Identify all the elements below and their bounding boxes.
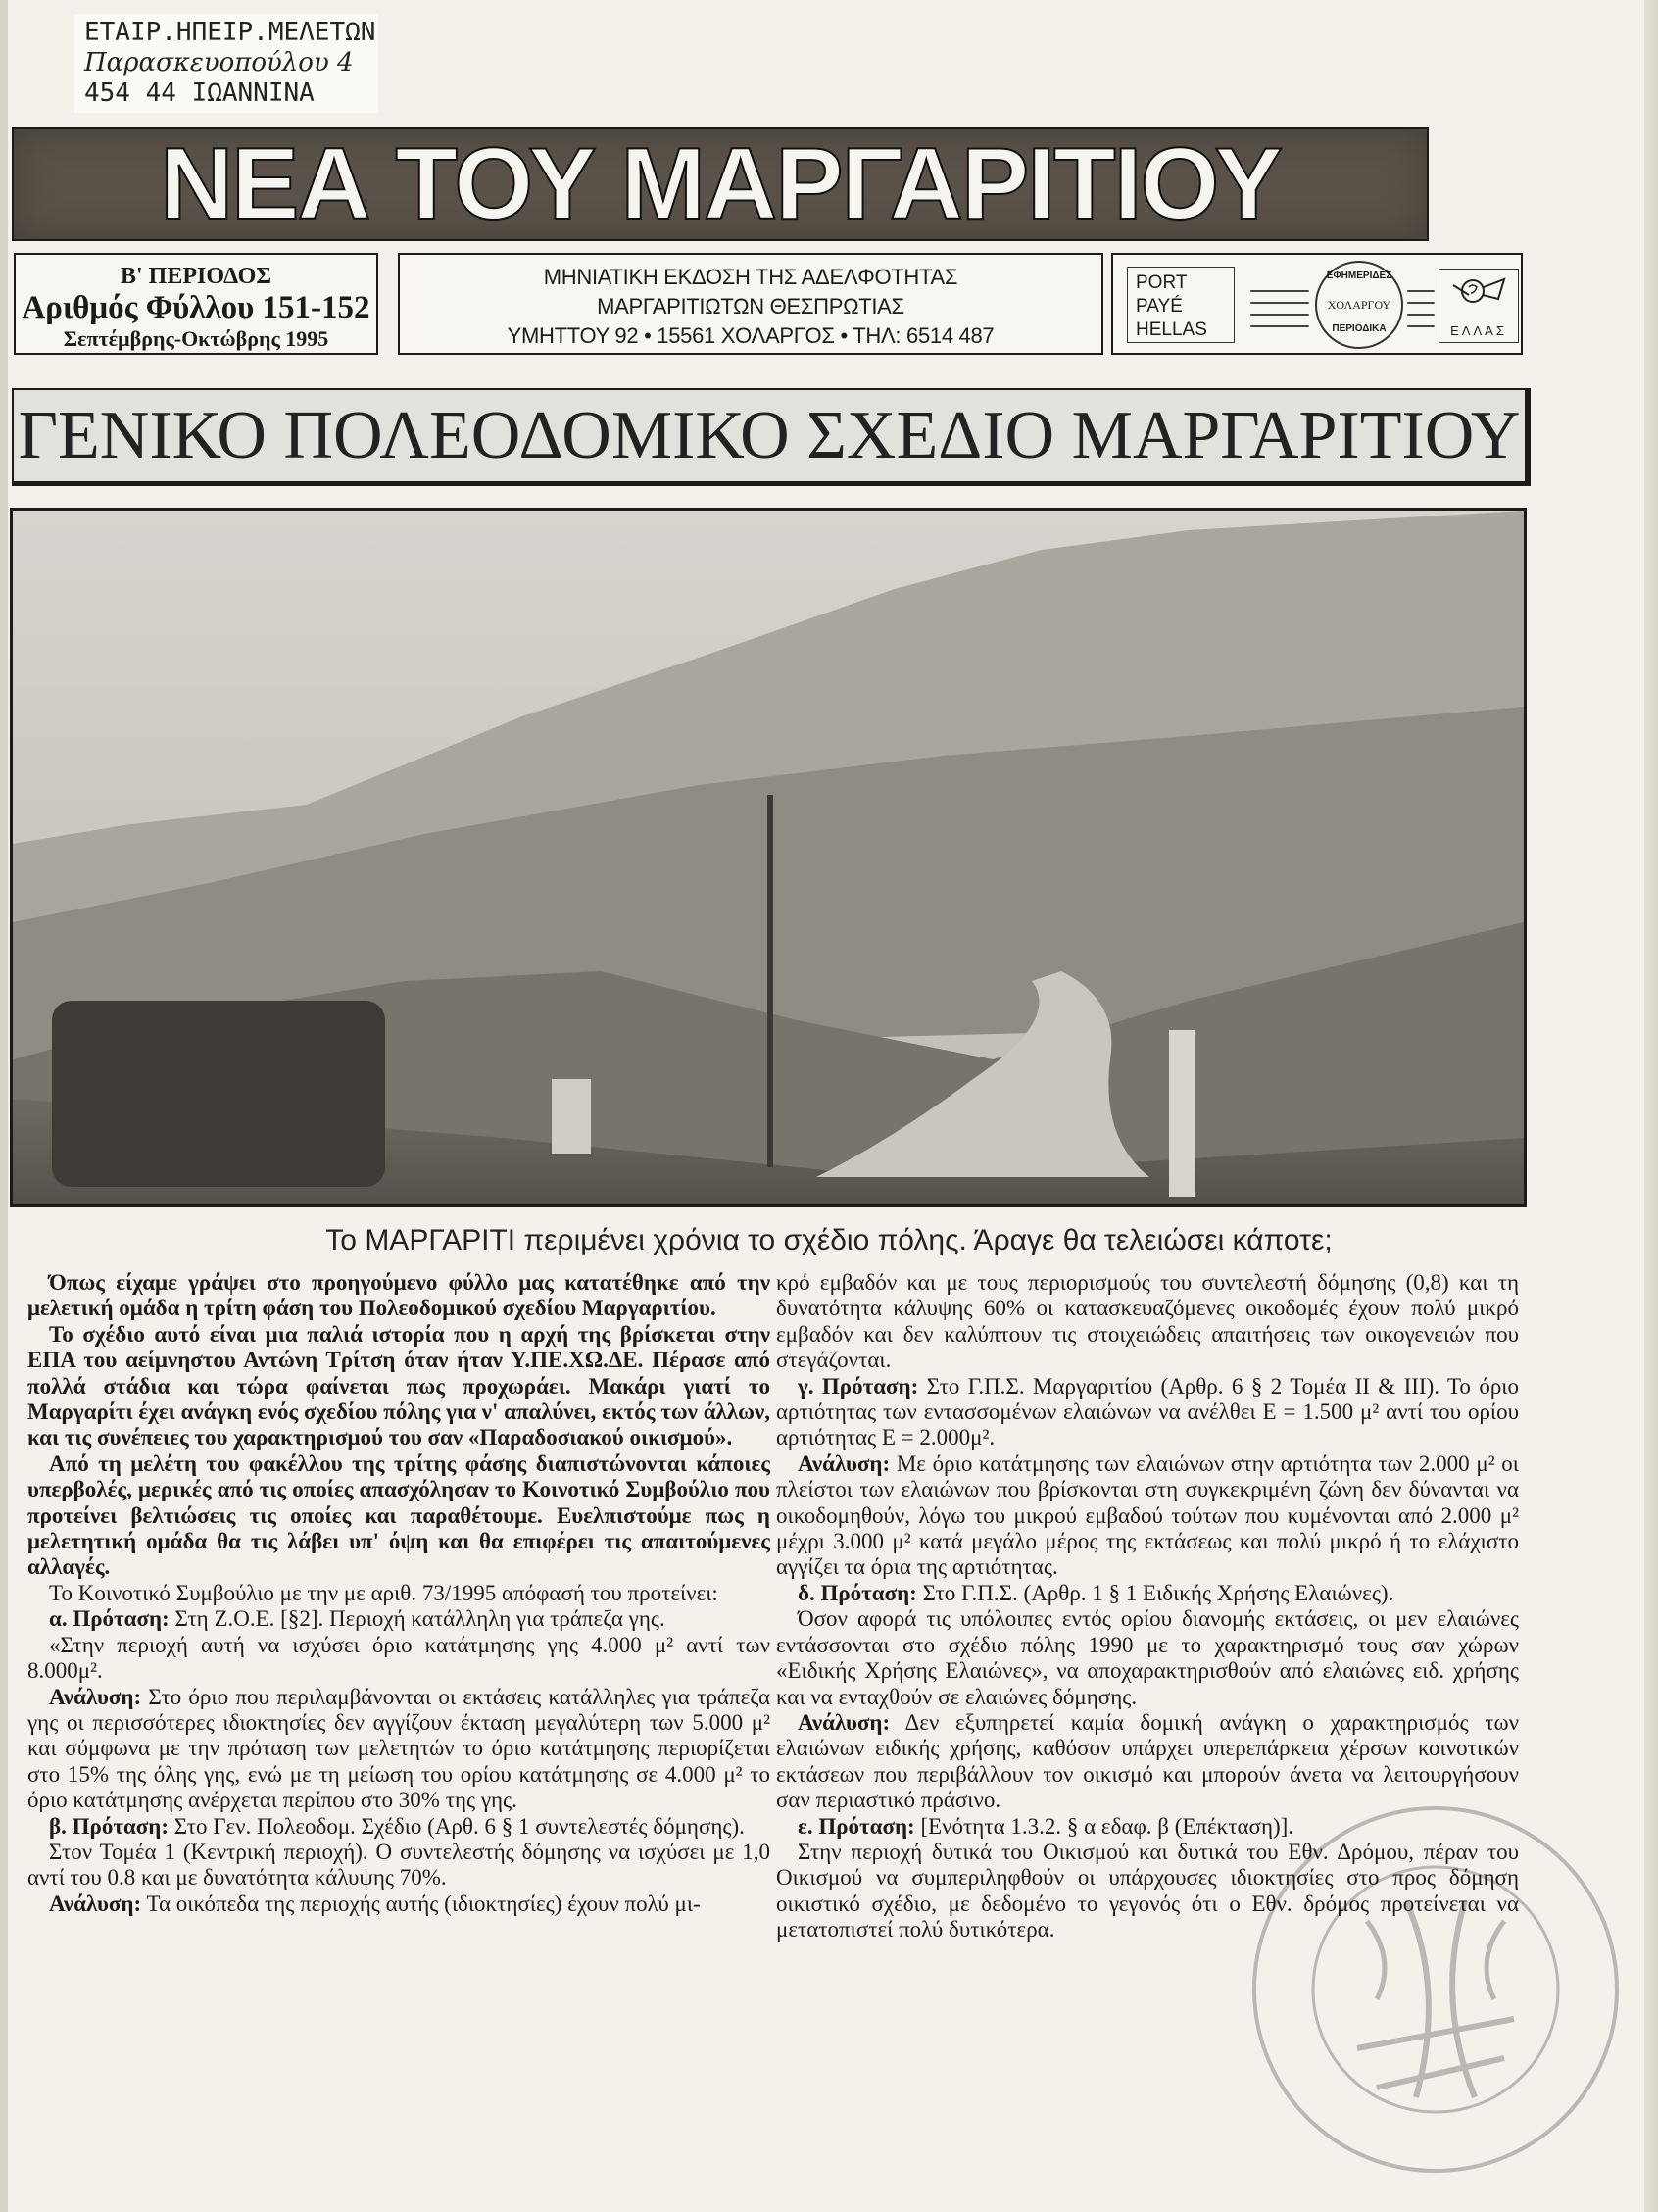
paragraph-text: Στο Γ.Π.Σ. (Αρθρ. 1 § 1 Ειδικής Χρήσης Ελαιώνες).: [916, 1580, 1394, 1605]
postmark-wave-line: [1407, 325, 1435, 327]
paragraph-label: Ανάλυση:: [49, 1891, 142, 1916]
paragraph-label: β. Πρόταση:: [49, 1813, 169, 1839]
issue-info-box: [14, 253, 378, 355]
paragraph-text: Με όριο κατάτμησης των ελαιώνων στην αρτιότητα των 2.000 μ² οι πλείστοι των ελαιώνων που βρίσκονται στη συγκεκριμένη ζώνη δεν δύνανται να οικοδομηθούν, λόγω του μικρού εμβαδού τούτων που κυμένονται από 2.000 μ² μέχρι 3.000 μ² κατά μεγάλο μέρος της εκτάσεως και πολύ μικρό ή το ελάχιστο αγγίζει τα όρια της αρτιότητας.: [776, 1450, 1519, 1580]
postmark-wave-line: [1407, 290, 1435, 292]
address-label: [74, 14, 378, 113]
scan-left-edge: [0, 0, 8, 2212]
paragraph-text: Στη Ζ.Ο.Ε. [§2]. Περιοχή κατάλληλη για τράπεζα γης.: [169, 1606, 665, 1632]
paragraph-text: Δεν εξυπηρετεί καμία δομική ανάγκη ο χαρακτηρισμός των ελαιώνων ειδικής χρήσης, καθόσον υπάρχει υπερεπάρκεια χέρσων κοινοτικών εκτάσεων που περιβάλλουν τον οικισμό και μπορούν άνετα να λειτουργήσουν σαν περιαστικό πράσινο.: [776, 1709, 1519, 1813]
paragraph-text: Στον Τομέα 1 (Κεντρική περιοχή). Ο συντελεστής δόμησης να ισχύσει με 1,0 αντί του 0.8 και με δυνατότητα κάλυψης 70%.: [27, 1839, 770, 1891]
port-line-1: PORT: [1136, 272, 1188, 293]
utility-pole: [767, 795, 773, 1167]
postmark-wave-line: [1250, 290, 1309, 292]
hellenic-post-label: ΕΛΛΑΣ: [1450, 323, 1507, 338]
article-paragraph: [776, 1270, 1519, 1374]
paragraph-text: Τα οικόπεδα της περιοχής αυτής (ιδιοκτησίες) έχουν πολύ μι-: [141, 1891, 701, 1916]
publisher-box: [398, 253, 1103, 355]
paragraph-label: Ανάλυση:: [798, 1709, 891, 1735]
headline-banner: [12, 388, 1531, 486]
paragraph-label: Ανάλυση:: [798, 1450, 891, 1476]
paragraph-text: Στο Γ.Π.Σ. Μαργαριτίου (Αρθρ. 6 § 2 Τομέα ΙΙ & ΙΙΙ). Το όριο αρτιότητας των εντασσομένων ελαιώνων να ανέλθει Ε = 1.500 μ² αντί του ορίου αρτιότητας Ε = 2.000μ².: [776, 1373, 1519, 1450]
paragraph-label: α. Πρόταση:: [49, 1606, 170, 1632]
paragraph-text: Όσον αφορά τις υπόλοιπες εντός ορίου διανομής εκτάσεις, οι μεν ελαιώνες εντάσσονται στο σχέδιο πόλης 1990 με το χαρακτηρισμό τους σαν χώρων «Ειδικής Χρήσης Ελαιώνες», να αποχαρακτηρισθούν από ελαιώνες ειδ. χρήσης και να ενταχθούν σε ελαιώνες δόμησης.: [776, 1606, 1519, 1709]
article-paragraph: [776, 1814, 1519, 1840]
postmark-wave-line: [1250, 314, 1309, 316]
photo-illustration: [13, 511, 1524, 1204]
headline: ΓΕΝΙΚΟ ΠΟΛΕΟΔΟΜΙΚΟ ΣΧΕΔΙΟ ΜΑΡΓΑΡΙΤΙΟΥ: [18, 398, 1521, 473]
article-paragraph: [776, 1606, 1519, 1710]
article-paragraph: [776, 1581, 1519, 1606]
address-line-2: Παρασκευοπούλου 4: [84, 48, 354, 77]
paragraph-text: [Ενότητα 1.3.2. § α εδαφ. β (Επέκταση)].: [914, 1813, 1294, 1839]
port-line-2: PAYÉ: [1136, 296, 1183, 317]
postage-box: [1111, 253, 1523, 355]
paragraph-label: δ. Πρόταση:: [798, 1580, 917, 1605]
village-landscape-photo: [10, 508, 1527, 1207]
article-paragraph: [27, 1451, 770, 1581]
issue-date: Σεπτέμβρης-Οκτώβρης 1995: [63, 326, 329, 351]
article-right-column: [776, 1270, 1519, 1943]
masthead: [12, 127, 1429, 241]
article-paragraph: [776, 1374, 1519, 1451]
stamp-top-text: ΕΦΗΜΕΡΙΔΕΣ: [1326, 270, 1392, 281]
address-line-1: ΕΤΑΙΡ.ΗΠΕΙΡ.ΜΕΛΕΤΩΝ: [84, 18, 376, 47]
paragraph-text: κρό εμβαδόν και με τους περιορισμούς του συντελεστή δόμησης (0,8) και τη δυνατότητα κάλυψης 60% οι κατασκευαζόμενες οικοδομές έχουν πολύ μικρό εμβαδόν και δεν καλύπτουν τις στοιχειώδεις απαιτήσεις των οικογενειών που στεγάζονται.: [776, 1270, 1519, 1373]
publisher-line-1: ΜΗΝΙΑΤΙΚΗ ΕΚΔΟΣΗ ΤΗΣ ΑΔΕΛΦΟΤΗΤΑΣ: [543, 265, 958, 289]
paragraph-text: Στην περιοχή δυτικά του Οικισμού και δυτικά του Εθν. Δρόμου, πέραν του Οικισμού να συμπεριληφθούν οι υπάρχουσες ιδιοκτησίες στο προς δόμηση οικιστικό σχέδιο, με δεδομένο το γεγονός ότι ο Εθν. δρόμος προτείνεται να μετατοπιστεί πολύ δυτικότερα.: [776, 1839, 1519, 1942]
postmark-wave-line: [1250, 302, 1309, 304]
article-paragraph: [776, 1840, 1519, 1943]
postmark-wave-line: [1407, 314, 1435, 316]
issue-period: Β' ΠΕΡΙΟΔΟΣ: [120, 264, 272, 289]
article-paragraph: [27, 1322, 770, 1451]
article-paragraph: [27, 1814, 770, 1840]
masthead-title: ΝΕΑ ΤΟΥ ΜΑΡΓΑΡΙΤΙΟΥ: [160, 127, 1281, 241]
trash-bin: [552, 1079, 591, 1154]
address-line-3: 454 44 ΙΩΑΝΝΙΝΑ: [84, 78, 315, 108]
paragraph-text: Στο Γεν. Πολεοδομ. Σχέδιο (Αρθ. 6 § 1 συντελεστές δόμησης).: [169, 1813, 745, 1839]
port-paye-box: [1127, 267, 1235, 343]
scan-right-edge: [1644, 0, 1658, 2212]
paragraph-text: «Στην περιοχή αυτή να ισχύσει όριο κατάτμησης γης 4.000 μ² αντί των 8.000μ².: [27, 1632, 770, 1684]
paragraph-text: Από τη μελέτη του φακέλλου της τρίτης φάσης διαπιστώνονται κάποιες υπερβολές, μερικές από τις οποίες απασχόλησαν το Κοινοτικό Συμβούλιο που προτείνει βελτιώσεις τις οποίες και παραθέτουμε. Ευελπιστούμε πως η μελετητική ομάδα θα τις λάβει υπ' όψη και θα επιφέρει τις απαιτούμενες αλλαγές.: [27, 1450, 770, 1580]
post-horn-icon: [1449, 273, 1508, 313]
paragraph-text: Στο όριο που περιλαμβάνονται οι εκτάσεις κατάλληλες για τράπεζα γης οι περισσότερες ιδιοκτησίες δεν αγγίζουν έκταση μεγαλύτερη των 5.000 μ² και σύμφωνα με την πρόταση των μελετητών το όριο κατάτμησης περιορίζεται στο 15% της όλης γης, ενώ με τη μείωση του ορίου κατάτμησης σε 4.000 μ² το όριο κατάτμησης ανέρχεται περίπου στο 30% της γης.: [27, 1684, 770, 1813]
article-paragraph: [776, 1710, 1519, 1814]
article-paragraph: [27, 1633, 770, 1685]
publisher-line-2: ΜΑΡΓΑΡΙΤΙΩΤΩΝ ΘΕΣΠΡΩΤΙΑΣ: [597, 294, 904, 319]
article-paragraph: [27, 1270, 770, 1322]
postmark-stamp: [1315, 261, 1403, 349]
issue-number: Αριθμός Φύλλου 151-152: [22, 290, 370, 325]
article-paragraph: [27, 1840, 770, 1892]
article-paragraph: [27, 1606, 770, 1632]
article-paragraph: [27, 1581, 770, 1606]
hellenic-post-box: [1439, 269, 1519, 343]
article-paragraph: [776, 1451, 1519, 1581]
paragraph-text: Το Κοινοτικό Συμβούλιο με την με αριθ. 73/1995 απόφασή του προτείνει:: [49, 1580, 718, 1605]
parked-car: [52, 1001, 385, 1187]
article-paragraph: [27, 1685, 770, 1814]
stamp-middle-text: ΧΟΛΑΡΓΟΥ: [1327, 298, 1391, 312]
paragraph-label: Ανάλυση:: [49, 1684, 142, 1709]
paragraph-text: Όπως είχαμε γράψει στο προηγούμενο φύλλο μας κατατέθηκε από την μελετική ομάδα η τρίτη φάση του Πολεοδομικού σχεδίου Μαργαριτίου.: [27, 1270, 770, 1321]
article-left-column: [27, 1270, 770, 1917]
photo-caption: Το ΜΑΡΓΑΡΙΤΙ περιμένει χρόνια το σχέδιο πόλης. Άραγε θα τελειώσει κάποτε;: [325, 1224, 1333, 1256]
stamp-bottom-text: ΠΕΡΙΟΔΙΚΑ: [1332, 323, 1387, 334]
publisher-line-3: ΥΜΗΤΤΟΥ 92 • 15561 ΧΟΛΑΡΓΟΣ • ΤΗΛ: 6514 487: [507, 323, 995, 348]
paragraph-text: Το σχέδιο αυτό είναι μια παλιά ιστορία που η αρχή της βρίσκεται στην ΕΠΑ του αείμνηστου Αντώνη Τρίτση όταν ήταν Υ.ΠΕ.ΧΩ.ΔΕ. Πέρασε από πολλά στάδια και τώρα φαίνεται πως προχωράει. Μακάρι γιατί το Μαργαρίτι έχει ανάγκη ενός σχεδίου πόλης για ν' απαλύνει, εκτός των άλλων, και τις συνέπειες του χαρακτηρισμού του σαν «Παραδοσιακού οικισμού».: [27, 1321, 770, 1450]
article-paragraph: [27, 1892, 770, 1917]
paragraph-label: ε. Πρόταση:: [798, 1813, 915, 1839]
paragraph-label: γ. Πρόταση:: [798, 1373, 919, 1399]
postmark-wave-line: [1407, 302, 1435, 304]
postmark-wave-line: [1250, 325, 1309, 327]
port-line-3: HELLAS: [1136, 320, 1207, 340]
